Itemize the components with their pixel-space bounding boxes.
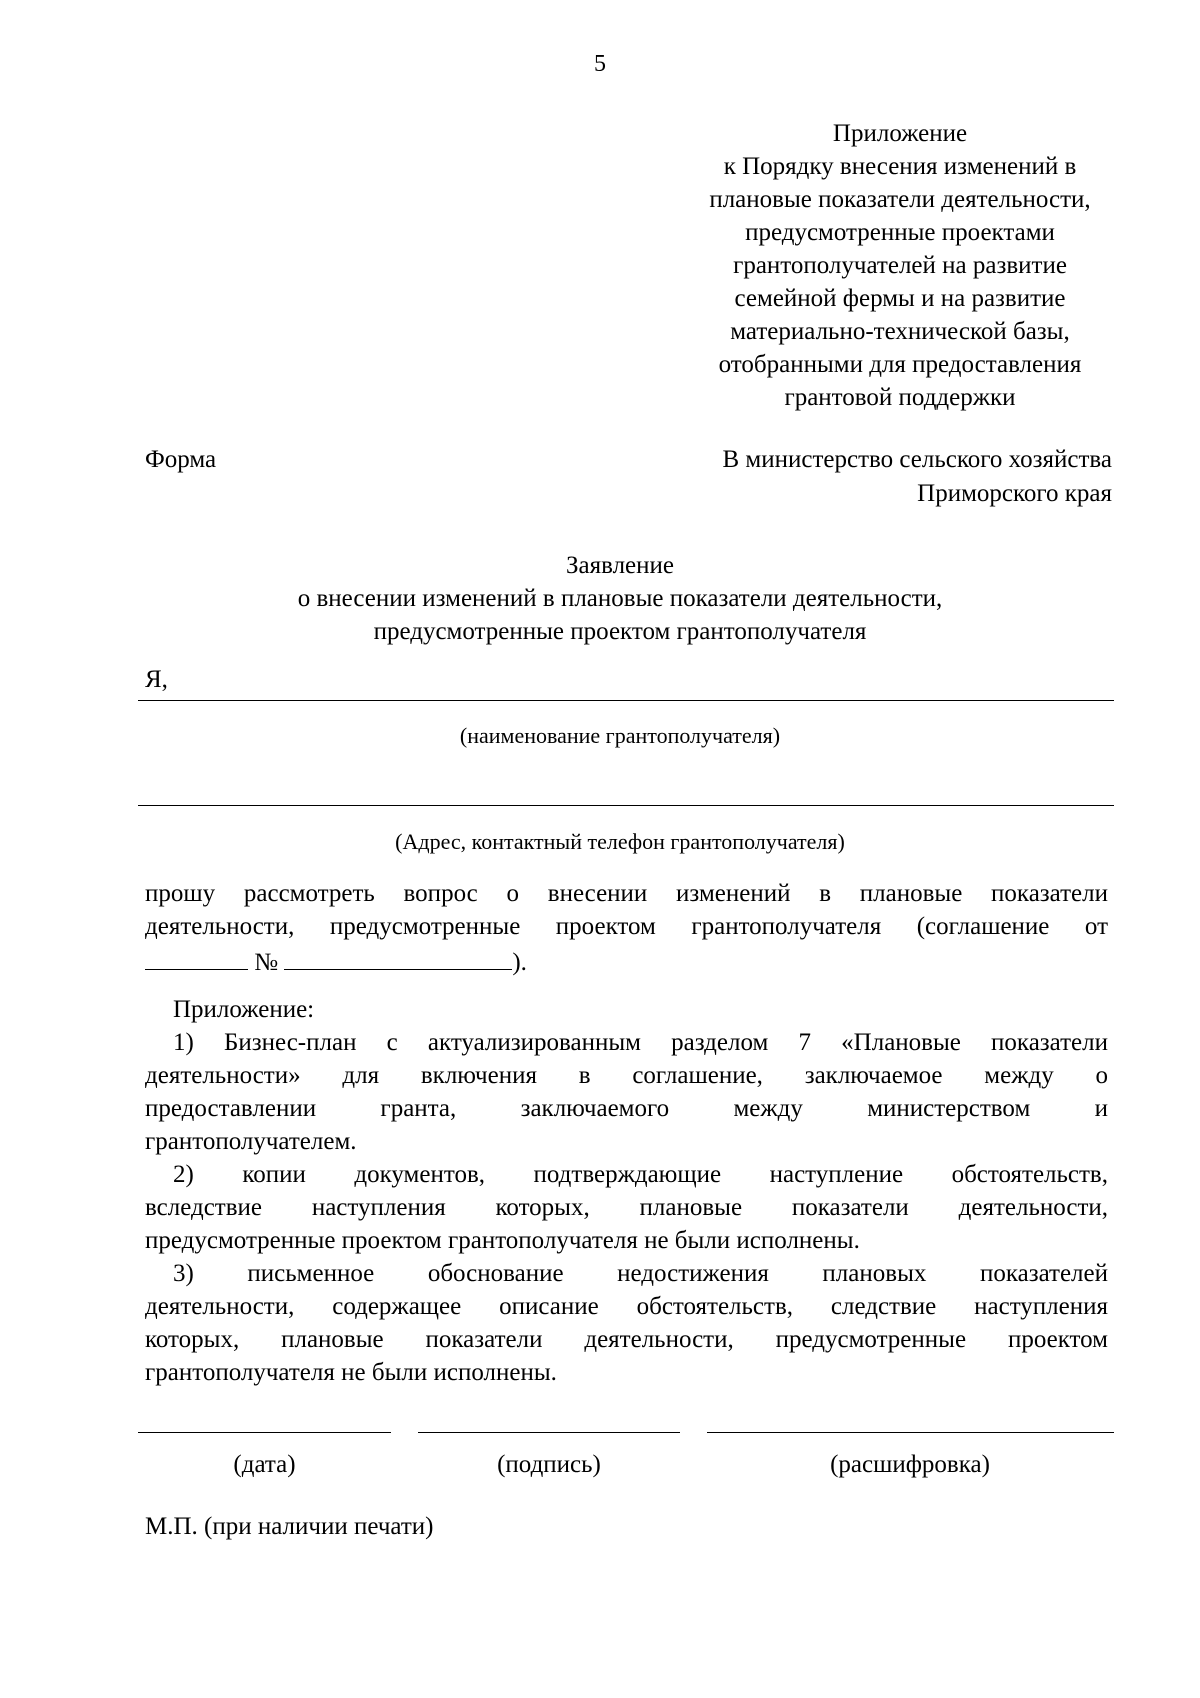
appendix-line: грантополучателей на развитие (733, 252, 1067, 279)
attachment-1-line: 1) Бизнес-план с актуализированным разделом 7 «Плановые показатели (173, 1029, 1108, 1056)
signature-label: (подпись) (497, 1451, 601, 1478)
request-line-1: прошу рассмотреть вопрос о внесении изменений в плановые показатели (145, 880, 1108, 907)
decode-signature-field[interactable] (707, 1432, 1114, 1433)
applicant-address-caption: (Адрес, контактный телефон грантополучателя) (395, 829, 845, 854)
appendix-line: к Порядку внесения изменений в (723, 153, 1077, 180)
request-line-3 (145, 943, 1108, 976)
addressee-line-1: В министерство сельского хозяйства (722, 446, 1112, 473)
date-label: (дата) (233, 1451, 296, 1478)
applicant-prefix: Я, (145, 666, 168, 693)
attachment-3-line: 3) письменное обоснование недостижения плановых показателей (173, 1260, 1108, 1287)
attachment-3-line: грантополучателя не были исполнены. (145, 1359, 557, 1386)
page-number: 5 (594, 51, 606, 77)
form-label: Форма (145, 446, 217, 473)
applicant-name-caption: (наименование грантополучателя) (459, 723, 781, 748)
stamp-note: М.П. (при наличии печати) (145, 1513, 434, 1540)
appendix-line: семейной фермы и на развитие (734, 285, 1066, 312)
signature-field[interactable] (418, 1432, 680, 1433)
attachment-2-line: 2) копии документов, подтверждающие наступление обстоятельств, (173, 1161, 1108, 1188)
attachments-heading: Приложение: (173, 996, 315, 1023)
appendix-line: предусмотренные проектами (745, 219, 1055, 246)
title-line-2: о внесении изменений в плановые показатели деятельности, (297, 585, 943, 612)
attachment-3-line: деятельности, содержащее описание обстоятельств, следствие наступления (145, 1293, 1108, 1320)
attachments-section (145, 993, 1108, 1389)
addressee (600, 443, 1112, 511)
attachment-3-line: которых, плановые показатели деятельности, предусмотренные проектом (145, 1326, 1108, 1353)
appendix-header (670, 117, 1130, 414)
agreement-date-field[interactable] (145, 943, 248, 970)
applicant-address-field[interactable] (138, 805, 1114, 806)
agreement-number-field[interactable] (284, 943, 512, 970)
request-closing: ). (512, 949, 527, 976)
request-line-2: деятельности, предусмотренные проектом грантополучателя (соглашение от (145, 913, 1108, 940)
attachment-1-line: деятельности» для включения в соглашение, заключаемое между о (145, 1062, 1108, 1089)
applicant-name-field[interactable] (138, 700, 1114, 701)
date-signature-field[interactable] (138, 1432, 391, 1433)
attachment-2-line: предусмотренные проектом грантополучателя не были исполнены. (145, 1227, 860, 1254)
appendix-line: материально-технической базы, (730, 318, 1070, 345)
request-paragraph (145, 877, 1108, 976)
appendix-line: Приложение (832, 120, 968, 147)
document-title (140, 549, 1100, 648)
attachment-1-line: предоставлении гранта, заключаемого между министерством и (145, 1095, 1108, 1122)
appendix-line: плановые показатели деятельности, (709, 186, 1091, 213)
addressee-line-2: Приморского края (917, 480, 1112, 507)
appendix-line: грантовой поддержки (784, 384, 1016, 411)
attachment-2-line: вследствие наступления которых, плановые показатели деятельности, (145, 1194, 1108, 1221)
decode-label: (расшифровка) (830, 1451, 990, 1478)
appendix-line: отобранными для предоставления (718, 351, 1082, 378)
title-line-1: Заявление (565, 552, 675, 579)
attachment-1-line: грантополучателем. (145, 1128, 357, 1155)
number-sign: № (254, 949, 279, 976)
title-line-3: предусмотренные проектом грантополучателя (373, 618, 867, 645)
